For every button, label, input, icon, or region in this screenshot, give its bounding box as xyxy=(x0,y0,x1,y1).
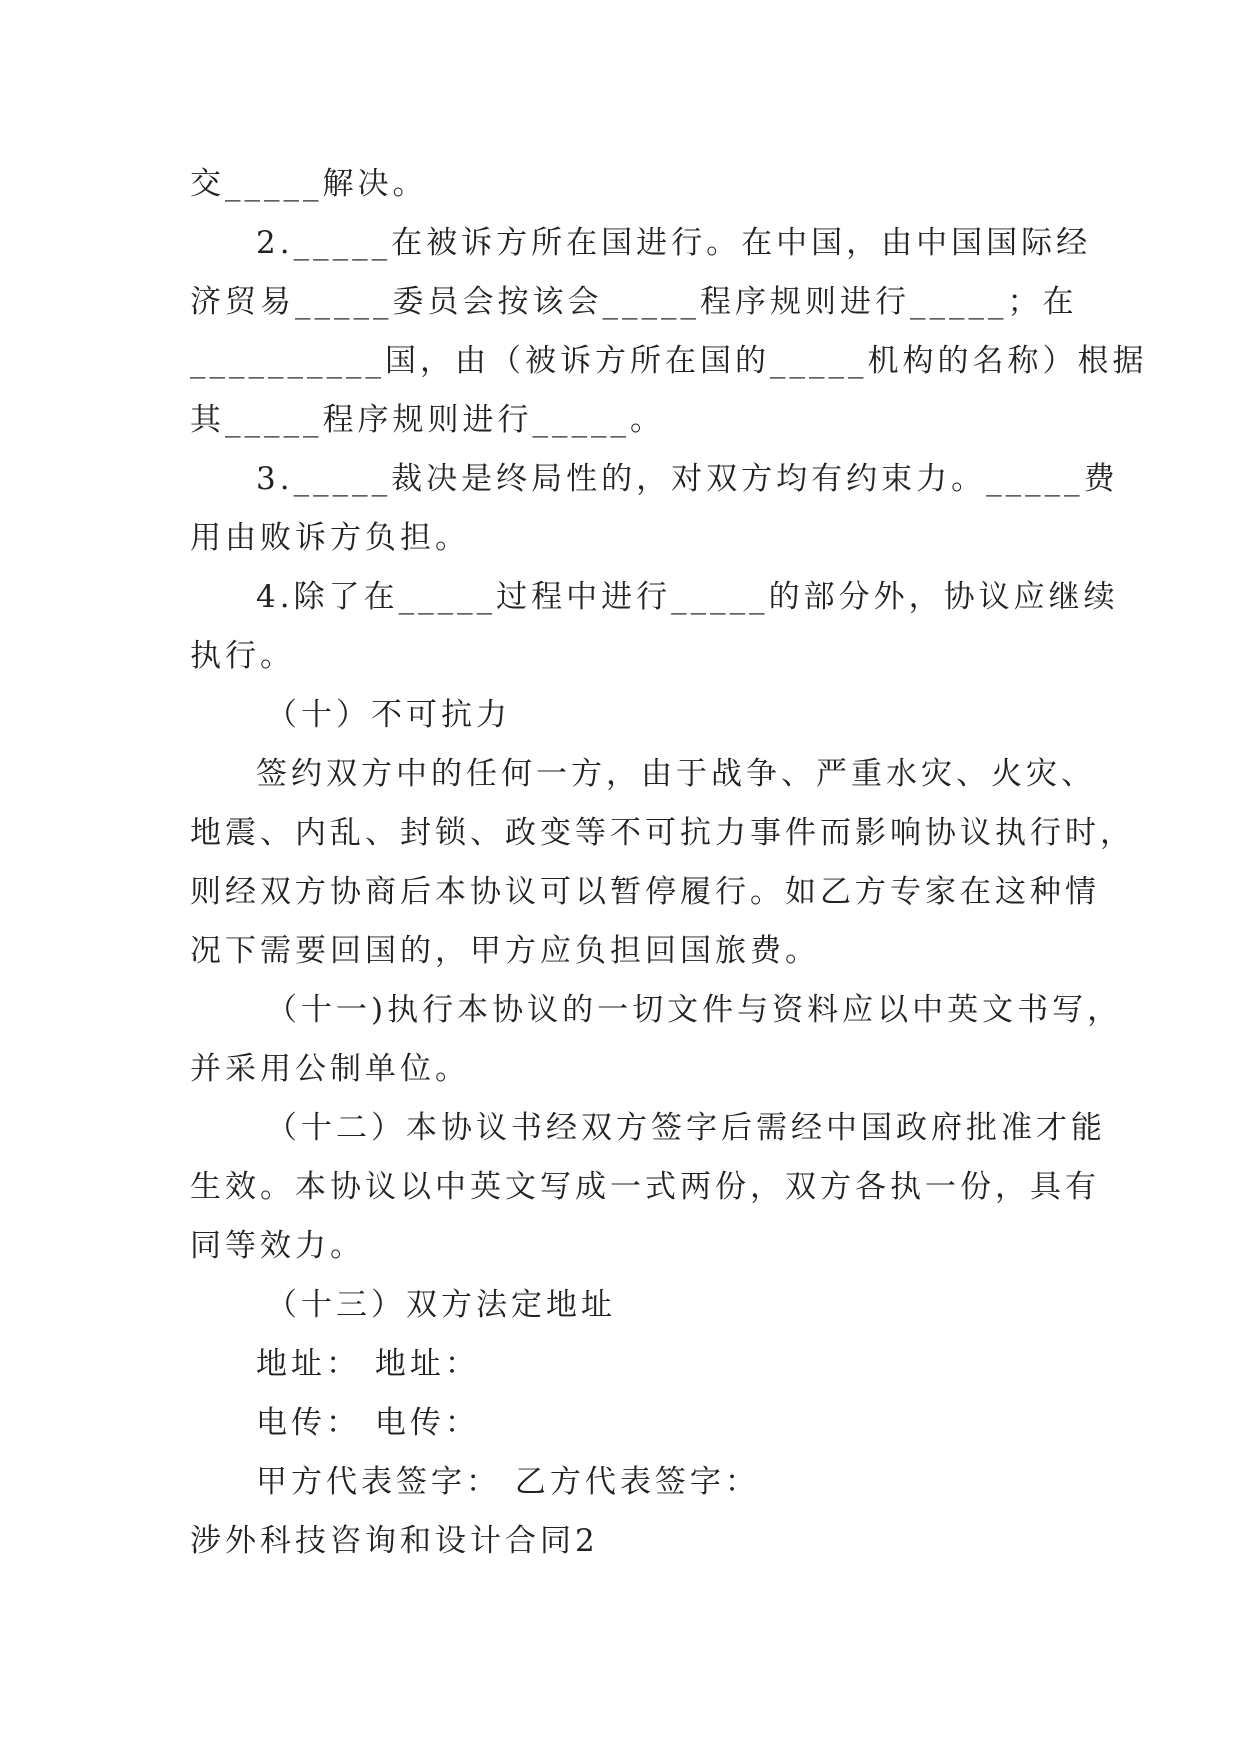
text-line: 用由败诉方负担。 xyxy=(190,520,470,556)
text-line: 同等效力。 xyxy=(190,1228,365,1264)
text-line: 则经双方协商后本协议可以暂停履行。如乙方专家在这种情 xyxy=(190,874,1100,910)
section-heading-force-majeure: （十）不可抗力 xyxy=(266,697,511,733)
text-line: 其_____程序规则进行_____。 xyxy=(190,402,665,438)
section-12-line: （十二）本协议书经双方签字后需经中国政府批准才能 xyxy=(266,1110,1106,1146)
telex-line: 电传： 电传： xyxy=(256,1405,480,1441)
text-line: __________国，由（被诉方所在国的_____机构的名称）根据 xyxy=(190,343,1148,379)
clause-4-line: 4.除了在_____过程中进行_____的部分外，协议应继续 xyxy=(256,579,1119,615)
address-line: 地址： 地址： xyxy=(256,1346,480,1382)
text-line: 执行。 xyxy=(190,638,295,674)
section-heading-addresses: （十三）双方法定地址 xyxy=(266,1287,616,1323)
document-body xyxy=(190,155,1148,1571)
text-line: 并采用公制单位。 xyxy=(190,1051,470,1087)
signature-line: 甲方代表签字： 乙方代表签字： xyxy=(256,1464,760,1500)
text-line: 签约双方中的任何一方，由于战争、严重水灾、火灾、 xyxy=(256,756,1096,792)
section-11-line: （十一)执行本协议的一切文件与资料应以中英文书写， xyxy=(266,992,1123,1028)
text-line: 地震、内乱、封锁、政变等不可抗力事件而影响协议执行时， xyxy=(190,815,1135,851)
clause-2-line: 2._____在被诉方所在国进行。在中国，由中国国际经 xyxy=(256,225,1092,261)
text-line: 济贸易_____委员会按该会_____程序规则进行_____；在 xyxy=(190,284,1078,320)
clause-3-line: 3._____裁决是终局性的，对双方均有约束力。_____费 xyxy=(256,461,1119,497)
text-line: 生效。本协议以中英文写成一式两份，双方各执一份，具有 xyxy=(190,1169,1100,1205)
contract-title: 涉外科技咨询和设计合同2 xyxy=(190,1523,599,1559)
text-line: 交_____解决。 xyxy=(190,166,428,202)
text-line: 况下需要回国的，甲方应负担回国旅费。 xyxy=(190,933,820,969)
